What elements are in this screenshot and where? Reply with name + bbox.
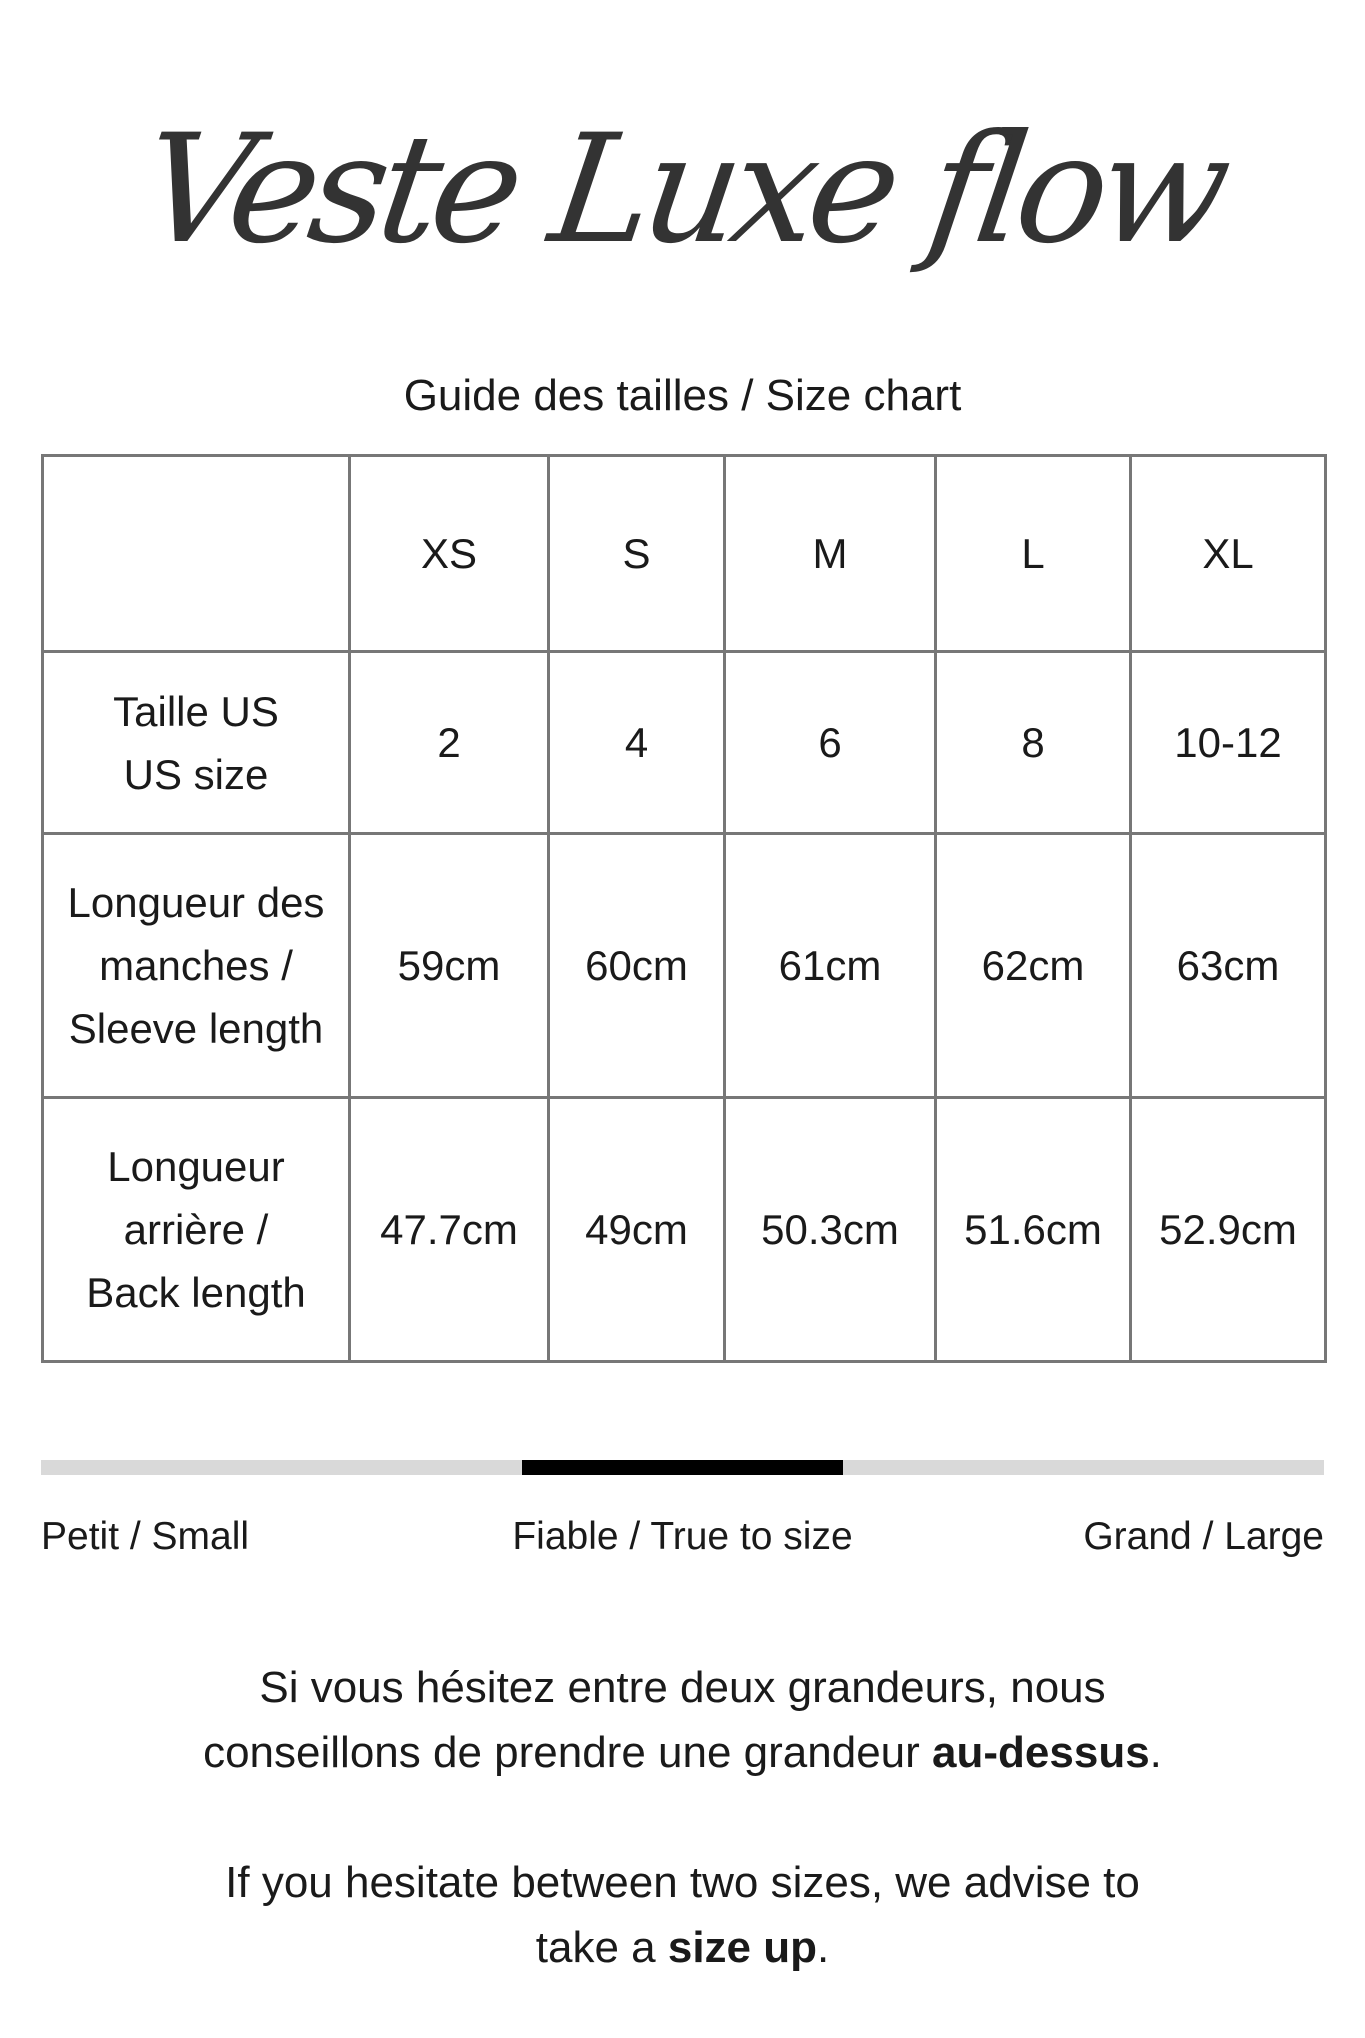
table-row-us-size	[43, 652, 1326, 834]
table-cell: 47.7cm	[350, 1098, 549, 1362]
header-cell-xl: XL	[1131, 456, 1326, 652]
size-chart-subtitle: Guide des tailles / Size chart	[403, 371, 962, 420]
fit-scale-indicator	[522, 1460, 843, 1475]
fit-label-large: Grand / Large	[1083, 1515, 1324, 1558]
row-label-line: manches /	[99, 942, 293, 989]
advice-english-line: If you hesitate between two sizes, we advise to	[225, 1858, 1140, 1907]
advice-emphasis: au-dessus	[932, 1728, 1150, 1777]
row-label-line: Longueur des	[67, 879, 325, 926]
product-title: Veste Luxe flow	[132, 103, 1233, 277]
advice-french	[0, 1655, 1365, 1785]
header-cell-l: L	[936, 456, 1131, 652]
table-cell: 59cm	[350, 834, 549, 1098]
table-cell: 10-12	[1131, 652, 1326, 834]
size-chart-table	[41, 454, 1327, 1363]
row-label	[43, 834, 350, 1098]
table-cell: 8	[936, 652, 1131, 834]
advice-text: conseillons de prendre une grandeur	[203, 1728, 933, 1777]
advice-french-line: Si vous hésitez entre deux grandeurs, nous	[259, 1663, 1106, 1712]
row-label	[43, 1098, 350, 1362]
header-cell-xs: XS	[350, 456, 549, 652]
advice-english	[0, 1850, 1365, 1980]
row-label-line: Back length	[86, 1269, 306, 1316]
table-cell: 52.9cm	[1131, 1098, 1326, 1362]
table-cell: 49cm	[549, 1098, 725, 1362]
row-label-line: Taille US	[113, 687, 279, 735]
advice-text: .	[817, 1923, 830, 1972]
table-cell: 6	[725, 652, 936, 834]
table-cell: 51.6cm	[936, 1098, 1131, 1362]
header-cell-s: S	[549, 456, 725, 652]
row-label-line: arrière /	[123, 1206, 269, 1253]
advice-text: take a	[535, 1923, 668, 1972]
advice-french-line	[0, 1720, 1365, 1785]
fit-label-small: Petit / Small	[41, 1515, 250, 1558]
row-label-line: Longueur	[107, 1143, 285, 1190]
fit-scale-track	[41, 1460, 1324, 1475]
table-cell: 4	[549, 652, 725, 834]
header-cell-m: M	[725, 456, 936, 652]
advice-emphasis: size up	[667, 1923, 817, 1972]
row-label-line: US size	[123, 750, 269, 798]
advice-english-line	[0, 1915, 1365, 1980]
table-cell: 61cm	[725, 834, 936, 1098]
table-cell: 62cm	[936, 834, 1131, 1098]
fit-label-true-to-size: Fiable / True to size	[512, 1515, 853, 1558]
row-label-line: Sleeve length	[68, 1005, 324, 1052]
table-cell: 50.3cm	[725, 1098, 936, 1362]
header-cell-empty	[43, 456, 350, 652]
table-cell: 63cm	[1131, 834, 1326, 1098]
row-label	[43, 652, 350, 834]
advice-text: .	[1149, 1728, 1162, 1777]
table-header-row	[43, 456, 1326, 652]
table-cell: 60cm	[549, 834, 725, 1098]
table-row-back-length	[43, 1098, 1326, 1362]
table-row-sleeve-length	[43, 834, 1326, 1098]
table-cell: 2	[350, 652, 549, 834]
